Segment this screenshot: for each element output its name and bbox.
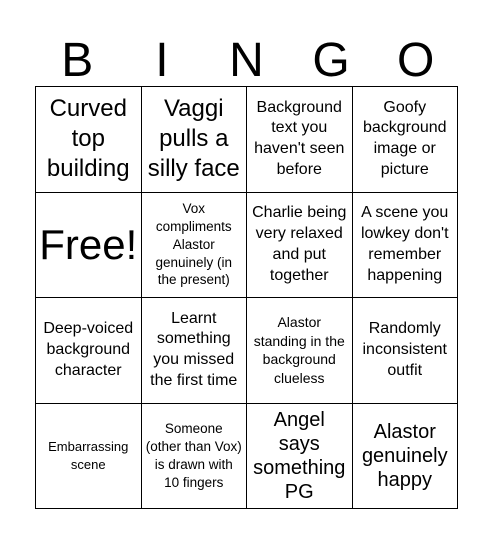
- bingo-cell-text: Vox compliments Alastor genuinely (in the present): [155, 201, 233, 288]
- bingo-cell-text: Someone (other than Vox) is drawn with 10 fingers: [145, 421, 242, 490]
- bingo-cell-text: Alastor standing in the background clueless: [253, 314, 345, 386]
- bingo-cell[interactable]: [353, 87, 459, 193]
- header-letter-g: G: [312, 34, 350, 87]
- bingo-cell[interactable]: [247, 193, 353, 299]
- header-letter-b: B: [61, 34, 94, 87]
- bingo-cell-text: Alastor genuinely happy: [361, 420, 448, 491]
- bingo-cell-text: Angel says something PG: [253, 408, 346, 503]
- bingo-cell[interactable]: [247, 404, 353, 510]
- bingo-cell-text: Goofy background image or picture: [362, 98, 447, 179]
- bingo-cell[interactable]: [353, 404, 459, 510]
- bingo-cell-text: Learnt something you missed the first time: [150, 309, 238, 390]
- bingo-cell[interactable]: [142, 298, 248, 404]
- bingo-cell[interactable]: [353, 193, 459, 299]
- bingo-cell[interactable]: [142, 404, 248, 510]
- header-letter-n: N: [229, 34, 264, 87]
- bingo-cell-text: Randomly inconsistent outfit: [362, 320, 447, 379]
- bingo-cell[interactable]: [247, 87, 353, 193]
- bingo-grid: [35, 86, 458, 509]
- bingo-cell[interactable]: [247, 298, 353, 404]
- bingo-cell-text: Deep-voiced background character: [43, 320, 134, 379]
- bingo-cell-text: Vaggi pulls a silly face: [147, 95, 240, 183]
- bingo-cell[interactable]: [142, 193, 248, 299]
- header-letter-o: O: [397, 34, 435, 87]
- bingo-cell-text: Embarrassing scene: [48, 439, 129, 472]
- bingo-cell[interactable]: [36, 404, 142, 510]
- bingo-header: [35, 36, 458, 86]
- bingo-cell-text: Curved top building: [46, 95, 130, 183]
- bingo-cell[interactable]: [36, 87, 142, 193]
- bingo-cell-text: Background text you haven't seen before: [254, 98, 345, 179]
- header-letter-i: I: [155, 34, 169, 87]
- bingo-cell[interactable]: [353, 298, 459, 404]
- bingo-cell-text: A scene you lowkey don't remember happening: [360, 204, 449, 284]
- bingo-cell-text: Free!: [39, 220, 138, 268]
- bingo-cell-text: Charlie being very relaxed and put together: [252, 204, 347, 284]
- bingo-cell[interactable]: [142, 87, 248, 193]
- bingo-free-cell[interactable]: [36, 193, 142, 299]
- bingo-cell[interactable]: [36, 298, 142, 404]
